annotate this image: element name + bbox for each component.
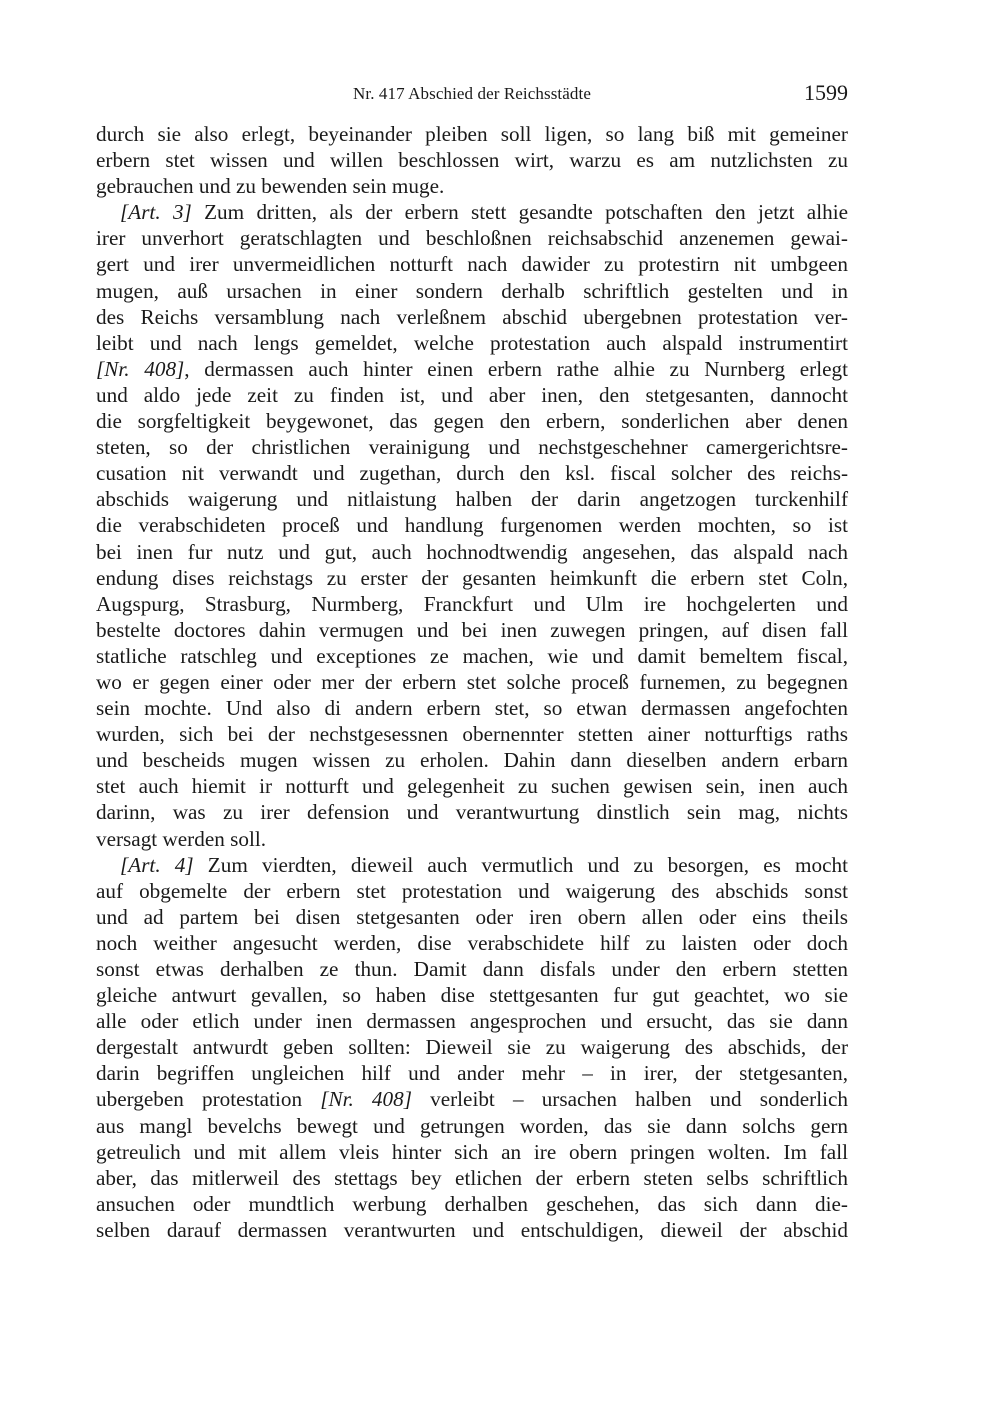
text-line [96, 1086, 848, 1112]
text-line [96, 539, 848, 565]
text-line [96, 956, 848, 982]
text-line [96, 669, 848, 695]
editorial-reference: [Art. 3] [120, 200, 192, 225]
text-line [96, 852, 848, 878]
line-text: durch sie also erlegt, beyeinander pleiben soll ligen, so lang biß mit gemeiner [96, 122, 848, 146]
text-line [96, 1060, 848, 1086]
line-text: und bescheids mugen wissen zu erholen. Dahin dann dieselben andern erbarn [96, 748, 848, 773]
line-text: irer unverhort geratschlagten und beschloßnen reichsabschid anzenemen gewai- [96, 226, 848, 251]
text-line [96, 930, 848, 956]
text-line [96, 408, 848, 434]
text-line [96, 1034, 848, 1060]
line-text: und aldo jede zeit zu finden ist, und aber inen, den stetgesanten, dannocht [96, 382, 848, 407]
line-text: erbern stet wissen und willen beschlossen wirt, warzu es am nutzlichsten zu [96, 148, 848, 173]
editorial-reference: [Nr. 408] [96, 356, 185, 381]
line-text: wurden, sich bei der nechstgesessnen obernennter stetten ainer notturftigs raths [96, 722, 848, 747]
page-header [96, 80, 848, 108]
text-line [96, 1008, 848, 1034]
text-line [96, 356, 848, 382]
line-text: Zum dritten, als der erbern stett gesandte potschaften den jetzt alhie [191, 200, 848, 225]
text-line [96, 591, 848, 617]
line-text: bestelte doctores dahin vermugen und bei inen zuwegen pringen, auf disen fall [96, 617, 848, 642]
text-line [96, 1217, 848, 1243]
text-line [96, 643, 848, 669]
line-text: statliche ratschleg und exceptiones ze machen, wie und damit bemeltem fiscal, [96, 643, 848, 668]
line-text: verleibt – ursachen halben und sonderlich [411, 1087, 848, 1112]
text-line [96, 826, 848, 852]
line-text: sein mochte. Und also di andern erbern stet, so etwan dermassen angefochten [96, 696, 848, 721]
line-text: stet auch hiemit ir notturft und gelegenheit zu suchen gewisen sein, inen auch [96, 774, 848, 799]
line-text: cusation nit verwandt und zugethan, durch den ksl. fiscal solcher des reichs- [96, 461, 848, 486]
text-line [96, 251, 848, 277]
line-text: Augspurg, Strasburg, Nurmberg, Franckfurt und Ulm ire hochgelerten und [96, 591, 848, 616]
line-text: aber, das mitlerweil des stettags bey etlichen der erbern steten selbs schriftlich [96, 1165, 848, 1190]
text-line [96, 147, 848, 173]
text-line [96, 304, 848, 330]
line-text: dergestalt antwurdt geben sollten: Dieweil sie zu waigerung des abschids, der [96, 1035, 848, 1060]
line-text: alle oder etlich under inen dermassen angesprochen und ersucht, das sie dann [96, 1009, 848, 1034]
line-text: versagt werden soll. [96, 826, 267, 851]
text-line [96, 1139, 848, 1165]
text-line [96, 1191, 848, 1217]
text-line [96, 982, 848, 1008]
editorial-reference: [Nr. 408] [320, 1087, 412, 1112]
text-line [96, 225, 848, 251]
line-text: sonst etwas derhalben ze thun. Damit dann disfals under den erbern stetten [96, 957, 848, 981]
line-text: abschids waigerung und nitlaistung halben der darin angetzogen turckenhilf [96, 487, 848, 512]
text-line [96, 330, 848, 356]
text-line [96, 1165, 848, 1191]
text-line [96, 512, 848, 538]
line-text: aus mangl bevelchs bewegt und getrungen worden, das sie dann solchs gern [96, 1113, 848, 1138]
line-text: , dermassen auch hinter einen erbern rathe alhie zu Nurnberg erlegt [184, 356, 848, 381]
line-text: gert und irer unvermeidlichen notturft nach dawider zu protestirn nit umbgeen [96, 252, 848, 277]
line-text: die verabschideten proceß und handlung furgenomen werden mochten, so ist [96, 513, 848, 538]
line-text: selben darauf dermassen verantwurten und entschuldigen, dieweil der abschid [96, 1217, 848, 1242]
text-line [96, 434, 848, 460]
line-text: mugen, auß ursachen in einer sondern derhalb schriftlich gestelten und in [96, 278, 848, 303]
line-text: bei inen fur nutz und gut, auch hochnodtwendig angesehen, das alspald nach [96, 539, 848, 564]
text-line [96, 617, 848, 643]
line-text: leibt und nach lengs gemeldet, welche protestation auch alspald instrumentirt [96, 330, 848, 355]
text-line [96, 565, 848, 591]
line-text: getreulich und mit allem vleis hinter sich an ire obern pringen wolten. Im fall [96, 1139, 848, 1164]
text-line [96, 878, 848, 904]
line-text: darinn, was zu irer defension und verantwurtung dinstlich sein mag, nichts [96, 800, 848, 825]
line-text: steten, so der christlichen verainigung und nechstgeschehner camergerichtsre- [96, 435, 848, 460]
text-line [96, 173, 848, 199]
line-text: ansuchen oder mundtlich werbung derhalben geschehen, das sich dann die- [96, 1191, 848, 1216]
line-text: und ad partem bei disen stetgesanten oder iren obern allen oder eins theils [96, 904, 848, 929]
line-text: ubergeben protestation [96, 1087, 321, 1112]
line-text: noch weither angesucht werden, dise verabschidete hilf zu laisten oder doch [96, 930, 848, 955]
text-line [96, 904, 848, 930]
body-text [96, 121, 848, 1243]
line-text: gebrauchen und zu bewenden sein muge. [96, 174, 445, 199]
line-text: auf obgemelte der erbern stet protestation und waigerung des abschids sonst [96, 878, 848, 903]
line-text: darin begriffen ungleichen hilf und ander mehr – in irer, der stetgesanten, [96, 1061, 848, 1086]
text-line [96, 486, 848, 512]
line-text: gleiche antwurt gevallen, so haben dise stettgesanten fur gut geachtet, wo sie [96, 983, 848, 1008]
text-line [96, 1113, 848, 1139]
line-text: endung dises reichstags zu erster der gesanten heimkunft die erbern stet Coln, [96, 565, 848, 590]
running-title: Nr. 417 Abschied der Reichsstädte [353, 84, 591, 103]
text-line [96, 747, 848, 773]
editorial-reference: [Art. 4] [120, 852, 194, 877]
page-number: 1599 [804, 80, 848, 105]
text-line [96, 721, 848, 747]
text-line [96, 278, 848, 304]
line-text: Zum vierdten, dieweil auch vermutlich und zu besorgen, es mocht [193, 852, 848, 877]
text-line [96, 199, 848, 225]
text-line [96, 460, 848, 486]
line-text: wo er gegen einer oder mer der erbern stet solche proceß furnemen, zu begegnen [96, 669, 848, 694]
text-line [96, 773, 848, 799]
line-text: die sorgfeltigkeit beygewonet, das gegen den erbern, sonderlichen aber denen [96, 409, 848, 434]
text-line [96, 382, 848, 408]
text-line [96, 799, 848, 825]
text-line [96, 121, 848, 147]
line-text: des Reichs versamblung nach verleßnem abschid ubergebnen protestation ver- [96, 304, 848, 329]
text-line [96, 695, 848, 721]
